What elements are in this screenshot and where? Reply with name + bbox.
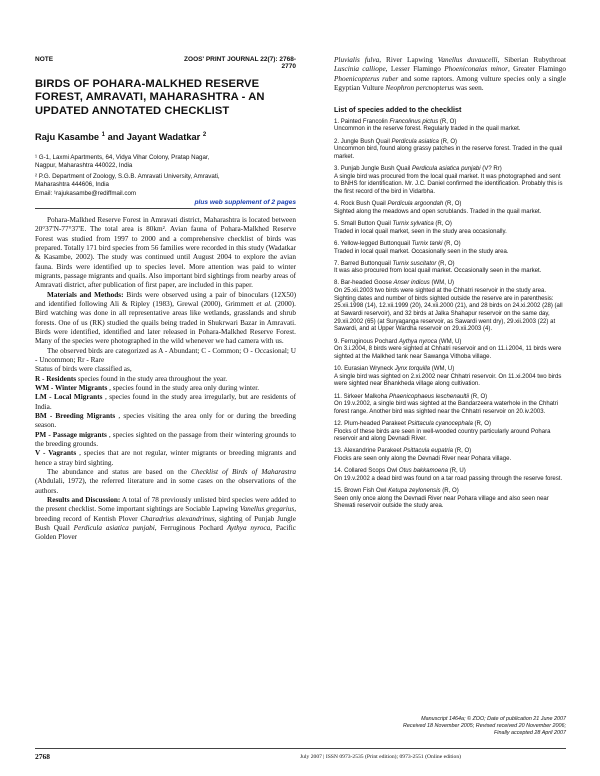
categories-paragraph: The observed birds are categorized as A - Abundant; C - Common; O - Occasional; U - Uncommon; Rr - Rare <box>35 346 296 364</box>
status-pm-label: PM - Passage migrants <box>35 430 107 439</box>
footer-rule <box>35 748 566 749</box>
species-heading: 13. Alexandrine Parakeet Psittacula eupatria (R, O) <box>334 448 472 455</box>
status-lm-label: LM - Local Migrants <box>35 393 103 402</box>
web-supplement-link[interactable]: plus web supplement of 2 pages <box>194 199 296 207</box>
abundance-checklist-title: Checklist of Birds of Maharastra <box>191 467 297 476</box>
status-wm <box>35 384 296 393</box>
species-entry <box>334 139 566 162</box>
species-heading: 2. Jungle Bush Quail Perdicula asiatica (R, O) <box>334 138 458 145</box>
manuscript-line: Received 18 November 2005; Revised received 20 November 2006; <box>402 723 566 729</box>
affiliation-2-line-1: ² P.G. Department of Zoology, S.G.B. Amravati University, Amravati, <box>35 172 220 180</box>
affiliation-email: Email: ¹rajukasambe@rediffmail.com <box>35 189 137 197</box>
article-title: BIRDS OF POHARA-MALKHED RESERVE FOREST, AMRAVATI, MAHARASHTRA - AN UPDATED ANNOTATED CHECKLIST <box>35 78 265 117</box>
author-2-mark: 2 <box>202 131 207 138</box>
status-r <box>35 375 296 384</box>
manuscript-line: Manuscript 1464a; © ZOO; Date of publication 21 June 2007 <box>421 716 566 722</box>
species-note: Uncommon bird, found along grassy patches in the reserve forest. Traded in the quail market. <box>334 146 563 160</box>
species-entry <box>334 394 566 417</box>
species-entry <box>334 280 566 334</box>
species-entry <box>334 241 566 256</box>
sci-charadrius: Charadrius alexandrinus <box>140 514 215 523</box>
species-entry <box>334 366 566 389</box>
manuscript-info <box>334 716 566 737</box>
sci-pluvialis-fulva: Pluvialis fulva <box>334 56 380 64</box>
species-list-heading: List of species added to the checklist <box>334 105 462 115</box>
species-note: Flocks of these birds are seen in well-wooded country particularly around Pohara reservoir and along Devnadi River. <box>334 428 551 443</box>
left-column <box>35 78 296 543</box>
continued-text-4: , Greater Flamingo <box>507 65 566 74</box>
status-wm-label: WM - Winter Migrants <box>35 383 108 392</box>
species-note: A single bird was procured from the local quail market. It was photographed and sent to BNHS for identification. Mr. J.C. Daniel confirmed the identification. Probably this is the first record of the bird in Vidarbha. <box>334 173 563 196</box>
species-note: A single bird was sighted on 2.xi.2002 near Chhatri reservoir. On 11.xi.2004 two birds were sighted near Bhankheda village along cultivation. <box>334 373 562 388</box>
species-entry <box>334 488 566 511</box>
status-pm <box>35 431 296 450</box>
article-body <box>35 216 296 542</box>
species-entry <box>334 448 566 463</box>
species-note: On 3.i.2004, 8 birds were sighted at Chhatri reservoir and on 11.i.2004, 11 birds were sighted at the Malkhed tank near Sawanga Vithoba village. <box>334 346 562 360</box>
status-v-text: , species that are not regular, winter migrants or breeding migrants and hence a stray bird sighting. <box>35 449 297 467</box>
results-text-5: , Pacific Golden Plover <box>35 523 297 542</box>
results-text: A total of 78 previously unlisted bird species were added to the present checklist. Some important sightings are Sociable Lapwing <box>35 495 296 514</box>
methods-heading: Materials and Methods: <box>47 290 124 299</box>
sci-aythya-nyroca: Aythya nyroca <box>226 523 271 532</box>
affiliation-1-line-1: ¹ G-1, Laxmi Apartments, 64, Vidya Vihar Colony, Pratap Nagar, <box>35 153 210 161</box>
species-entry <box>334 261 566 276</box>
species-entry <box>334 201 566 216</box>
status-classes: Status of birds were classified as, <box>35 365 132 374</box>
author-1: Raju Kasambe <box>35 131 100 142</box>
species-heading: 14. Collared Scops Owl Otus bakkamoena (R, U) <box>334 468 466 475</box>
right-column <box>334 56 566 511</box>
results-heading: Results and Discussion: <box>47 495 121 504</box>
species-entry <box>334 166 566 197</box>
intro-paragraph: Pohara-Malkhed Reserve Forest in Amravati district, Maharashtra is located between 20°37'N-77°37'E. The total area is 80km². Avian fauna of Pohara-Malkhed Reserve Forest was studied from 1997 to 2000 and a comprehensive checklist of birds was prepared. Totally 171 bird species from 56 families were recorded in this study (Wadatkar & Kasambe, 2002). The study was continued until August 2004 to explore the avian fauna. Birds were identified up to species level. More attention was paid to winter migrants, passage migrants and quails. Also important bird sightings from nearby areas of Amravati district, after publication of first paper, are included in this paper. <box>35 216 296 290</box>
species-note: Traded in local quail market. Occasionally seen in the study area. <box>334 248 509 255</box>
journal-citation: ZOOS' PRINT JOURNAL 22(7): 2768-2770 <box>184 56 296 70</box>
status-wm-text: , species found in the study area only during winter. <box>109 383 260 392</box>
continued-text-6: was seen. <box>455 83 484 92</box>
affiliations <box>35 154 296 198</box>
methods-paragraph <box>35 291 296 347</box>
species-note: Uncommon in the reserve forest. Regularly traded in the quail market. <box>334 126 521 133</box>
species-heading: 10. Eurasian Wryneck Jynx torquilla (WM, U) <box>334 366 455 373</box>
species-entry <box>334 421 566 444</box>
results-text-4: , Ferruginous Pochard <box>154 523 224 532</box>
species-note: On 19.v.2002 a dead bird was found on a tar road passing through the reserve forest. <box>334 475 563 482</box>
affiliation-2-line-2: Maharashtra 444606, India <box>35 181 109 189</box>
author-separator: and <box>107 131 125 142</box>
species-note: On 25.xii.2003 two birds were sighted at the Chhatri reservoir in the study area. Sighting dates and number of birds sighted outside the reserve are in parenthesis: 25.xii.1998 (14), 12.xii.1999 (20), 24.xii.2000 (21), and 28 birds on 24.xi.2002 (28) (all at Sawardi reservoir), and 32 birds at Jalka Shahapur reservoir on the same day, 29.xii.2002 (65) (at Suryaganga reservoir, as Sawardi went dry), 29.xii.2003 (22) at Sawardi, and at Upper Wardha reservoir on 29.xii.2003 (4). <box>334 288 563 333</box>
manuscript-line: Finally accepted 28 April 2007 <box>493 730 566 736</box>
methods-text: Birds were observed using a pair of binoculars (12X50) and identified following Ali & Ripley (1983), Grewal (2000), Grimmett <box>35 290 296 308</box>
status-bm-label: BM - Breeding Migrants <box>35 411 116 420</box>
species-heading: 4. Rock Bush Quail Perdicula argoondah (R, O) <box>334 201 462 208</box>
species-note: Sighted along the meadows and open scrublands. Traded in the quail market. <box>334 208 542 215</box>
author-1-mark: 1 <box>101 131 106 138</box>
status-bm <box>35 412 296 431</box>
author-2: Jayant Wadatkar <box>126 131 201 142</box>
results-continued <box>334 56 566 93</box>
continued-text-1: , River Lapwing <box>379 56 433 64</box>
status-r-label: R - Residents <box>35 374 77 383</box>
species-heading: 3. Punjab Jungle Bush Quail Perdicula asiatica punjabi (V? Rr) <box>334 166 502 173</box>
species-heading: 9. Ferruginous Pochard Aythya nyroca (WM, U) <box>334 338 462 345</box>
status-r-text: species found in the study area throughout the year. <box>77 374 228 383</box>
authors <box>35 130 296 143</box>
species-heading: 7. Barred Buttonquail Turnix suscitator (R, O) <box>334 260 455 267</box>
abundance-text-1: The abundance and status are based on the <box>47 467 187 476</box>
results-paragraph <box>35 496 296 543</box>
continued-text-5: and some raptors. Among vulture species only a single Egyptian Vulture <box>334 74 566 92</box>
species-note: On 19.v.2002, a single bird was sighted at the Bandarzeera waterhole in the Chhatri forest range. Another bird was sighted near the Chhatri reservoir on 20.iv.2003. <box>334 401 559 415</box>
status-v-label: V - Vagrants <box>35 449 77 458</box>
status-pm-text: , species sighted on the passage from their wintering grounds to the breeding grounds. <box>35 430 297 448</box>
status-lm <box>35 393 296 412</box>
section-label: NOTE <box>35 56 54 63</box>
sci-phoeniconaias-minor: Phoeniconaias minor <box>444 65 508 74</box>
divider <box>35 208 296 209</box>
status-v <box>35 449 296 468</box>
affiliation-1-line-2: Nagpur, Maharashtra 440022, India <box>35 162 133 170</box>
species-entry <box>334 221 566 236</box>
status-lm-text: , species found in the study area irregularly, but are residents of India. <box>35 393 296 411</box>
species-entry <box>334 119 566 134</box>
species-note: Seen only once along the Devnadi River near Pohara village and also seen near Shewati reservoir outside the study area. <box>334 495 549 510</box>
species-heading: 11. Sirkeer Malkoha Phaenicophaeus leschenaultii (R, O) <box>334 393 488 400</box>
methods-text-end: (2000). Bird watching was done in all representative areas like wetlands, grasslands and shrub forests. One of us (RK) studied the quails being traded in Shukrwari Bazar in Amravati. Birds were identified, identified and later released in Pohara-Malkhed Reserve Forest. Many of the species were photographed in the wild whenever we had camera with us. <box>35 299 296 346</box>
continued-text-2: , Siberian Rubythroat <box>497 56 566 64</box>
page-number: 2768 <box>35 752 50 761</box>
species-entry <box>334 339 566 362</box>
abundance-paragraph <box>35 468 296 496</box>
journal-info: July 2007 | ISSN 0973-2535 (Print edition); 0973-2551 (Online edition) <box>300 754 461 760</box>
sci-vanellus-gregarius: Vanellus gregarius <box>239 505 295 514</box>
sci-neophron: Neophron percnopterus <box>385 83 454 92</box>
species-heading: 12. Plum-headed Parakeet Psittacula cyanocephala (R, O) <box>334 420 491 427</box>
species-heading: 8. Bar-headed Goose Anser indicus (WM, U) <box>334 280 455 287</box>
abundance-text-2: (Abdulali, 1972), the referred literature and in some cases on the observations of the authors. <box>35 477 296 495</box>
species-heading: 5. Small Button Quail Turnix sylvatica (R, O) <box>334 221 452 228</box>
results-text-2: , breeding record of Kentish Plover <box>35 505 297 523</box>
status-bm-text: , species visiting the area only for or during the breeding season. <box>35 411 297 430</box>
species-entry <box>334 468 566 483</box>
species-note: It was also procured from local quail market. Occasionally seen in the market. <box>334 268 542 275</box>
sci-luscinia-calliope: Luscinia calliope <box>334 65 386 74</box>
species-heading: 15. Brown Fish Owl Ketupa zeylonensis (R, O) <box>334 488 459 495</box>
sci-phoenicopterus-ruber: Phoenicopterus ruber <box>334 74 399 83</box>
species-heading: 6. Yellow-legged Buttonquail Turnix tanki (R, O) <box>334 240 461 247</box>
species-heading: 1. Painted Francolin Francolinus pictus (R, O) <box>334 118 457 125</box>
continued-text-3: , Lesser Flamingo <box>385 65 441 74</box>
results-text-3: , sighting of Punjab Jungle Bush Quail <box>35 514 297 532</box>
species-note: Traded in local quail market, seen in the study area occasionally. <box>334 228 507 235</box>
species-note: Flocks are seen only along the Devnadi River near Pohara village. <box>334 456 512 463</box>
methods-et-al: et al. <box>256 299 272 308</box>
sci-perdicula-punjabi: Perdicula asiatica punjabi <box>73 523 155 532</box>
sci-vanellus-duvaucelii: Vanellus duvaucelli <box>437 56 498 64</box>
